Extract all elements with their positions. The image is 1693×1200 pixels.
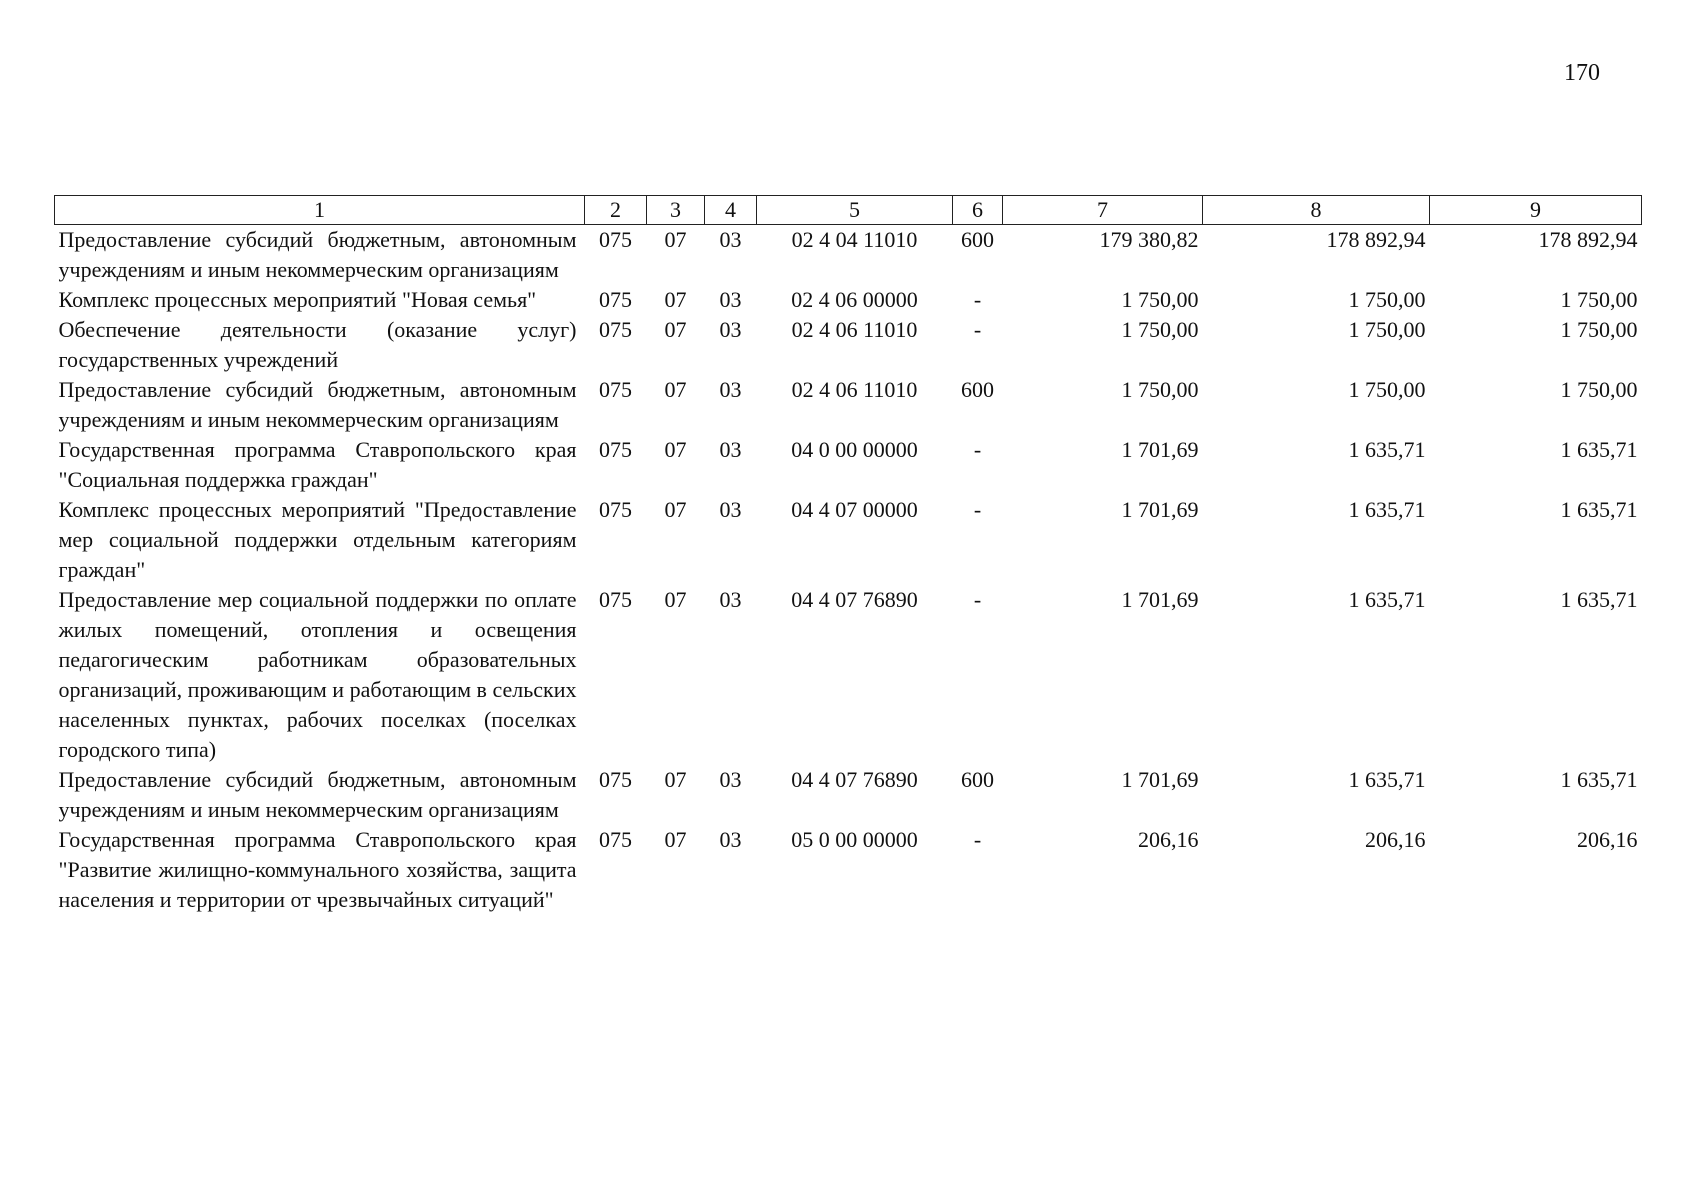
cell-vr: - [973, 497, 982, 522]
cell-name: Комплекс процессных мероприятий "Новая семья" [58, 287, 537, 312]
cell-y3: 1 635,71 [1560, 767, 1638, 792]
cell-y2: 1 750,00 [1348, 317, 1426, 342]
cell-rz: 07 [664, 287, 687, 312]
cell-pr: 03 [719, 587, 742, 612]
cell-y3: 206,16 [1577, 827, 1638, 852]
cell-y3: 1 750,00 [1560, 287, 1638, 312]
cell-vr: 600 [961, 767, 994, 792]
cell-pr: 03 [719, 227, 742, 252]
page-number: 170 [1564, 60, 1600, 86]
table-row [55, 495, 1642, 585]
cell-vr: - [973, 827, 982, 852]
table-row [55, 315, 1642, 375]
cell-y3: 1 635,71 [1560, 587, 1638, 612]
cell-vr: - [973, 317, 982, 342]
cell-y1: 1 701,69 [1121, 587, 1199, 612]
cell-y2: 1 750,00 [1348, 287, 1426, 312]
cell-name: Предоставление субсидий бюджетным, автономным учреждениям и иным некоммерческим организациям [58, 227, 577, 282]
cell-name: Предоставление мер социальной поддержки по оплате жилых помещений, отопления и освещения педагогическим работникам образовательных организаций, проживающим и работающим в сельских населенных пунктах, рабочих поселках (поселках городского типа) [58, 587, 577, 762]
cell-ved: 075 [599, 767, 632, 792]
table-row [55, 825, 1642, 915]
cell-ved: 075 [599, 497, 632, 522]
cell-csr: 02 4 06 11010 [791, 377, 918, 402]
header-row [55, 196, 1642, 225]
cell-vr: 600 [961, 377, 994, 402]
table-header [55, 196, 1642, 225]
column-header-9: 9 [1430, 196, 1642, 225]
cell-y2: 1 635,71 [1348, 767, 1426, 792]
cell-rz: 07 [664, 377, 687, 402]
column-header-7: 7 [1003, 196, 1203, 225]
cell-rz: 07 [664, 317, 687, 342]
cell-rz: 07 [664, 827, 687, 852]
table-row [55, 765, 1642, 825]
column-header-1: 1 [55, 196, 585, 225]
table-row [55, 285, 1642, 315]
cell-y1: 1 750,00 [1121, 317, 1199, 342]
column-header-5: 5 [757, 196, 953, 225]
table-row [55, 435, 1642, 495]
cell-y2: 1 635,71 [1348, 497, 1426, 522]
cell-vr: - [973, 287, 982, 312]
cell-y3: 1 635,71 [1560, 437, 1638, 462]
cell-ved: 075 [599, 287, 632, 312]
cell-name: Предоставление субсидий бюджетным, автономным учреждениям и иным некоммерческим организациям [58, 377, 577, 432]
table-row [55, 585, 1642, 765]
cell-name: Обеспечение деятельности (оказание услуг) государственных учреждений [58, 317, 577, 372]
cell-y3: 178 892,94 [1538, 227, 1638, 252]
cell-y3: 1 750,00 [1560, 377, 1638, 402]
table-row [55, 375, 1642, 435]
cell-csr: 02 4 04 11010 [791, 227, 918, 252]
cell-name: Государственная программа Ставропольского края "Социальная поддержка граждан" [58, 437, 577, 492]
cell-rz: 07 [664, 767, 687, 792]
cell-pr: 03 [719, 497, 742, 522]
cell-pr: 03 [719, 377, 742, 402]
cell-y2: 1 635,71 [1348, 587, 1426, 612]
cell-y1: 1 701,69 [1121, 767, 1199, 792]
cell-y1: 1 750,00 [1121, 287, 1199, 312]
cell-y1: 206,16 [1138, 827, 1199, 852]
cell-rz: 07 [664, 437, 687, 462]
cell-ved: 075 [599, 317, 632, 342]
cell-y2: 206,16 [1365, 827, 1426, 852]
column-header-4: 4 [705, 196, 757, 225]
cell-csr: 04 4 07 76890 [791, 767, 918, 792]
cell-y1: 1 701,69 [1121, 497, 1199, 522]
cell-y1: 1 701,69 [1121, 437, 1199, 462]
cell-name: Государственная программа Ставропольского края "Развитие жилищно-коммунального хозяйства, защита населения и территории от чрезвычайных ситуаций" [58, 827, 577, 912]
column-header-2: 2 [585, 196, 647, 225]
cell-ved: 075 [599, 827, 632, 852]
cell-y3: 1 635,71 [1560, 497, 1638, 522]
cell-y2: 178 892,94 [1326, 227, 1426, 252]
cell-y1: 179 380,82 [1099, 227, 1199, 252]
cell-csr: 04 4 07 00000 [791, 497, 918, 522]
cell-rz: 07 [664, 497, 687, 522]
cell-vr: - [973, 587, 982, 612]
table-row [55, 225, 1642, 286]
cell-ved: 075 [599, 227, 632, 252]
cell-ved: 075 [599, 437, 632, 462]
cell-vr: 600 [961, 227, 994, 252]
budget-table [54, 195, 1642, 915]
cell-csr: 02 4 06 00000 [791, 287, 918, 312]
cell-pr: 03 [719, 317, 742, 342]
cell-name: Предоставление субсидий бюджетным, автономным учреждениям и иным некоммерческим организациям [58, 767, 577, 822]
cell-pr: 03 [719, 287, 742, 312]
column-header-6: 6 [953, 196, 1003, 225]
cell-y2: 1 750,00 [1348, 377, 1426, 402]
cell-ved: 075 [599, 377, 632, 402]
cell-rz: 07 [664, 227, 687, 252]
table-body [55, 225, 1642, 916]
column-header-8: 8 [1203, 196, 1430, 225]
cell-pr: 03 [719, 827, 742, 852]
cell-pr: 03 [719, 767, 742, 792]
cell-pr: 03 [719, 437, 742, 462]
cell-csr: 05 0 00 00000 [791, 827, 918, 852]
cell-y2: 1 635,71 [1348, 437, 1426, 462]
cell-rz: 07 [664, 587, 687, 612]
cell-ved: 075 [599, 587, 632, 612]
cell-csr: 04 0 00 00000 [791, 437, 918, 462]
cell-y3: 1 750,00 [1560, 317, 1638, 342]
cell-y1: 1 750,00 [1121, 377, 1199, 402]
cell-vr: - [973, 437, 982, 462]
cell-csr: 04 4 07 76890 [791, 587, 918, 612]
column-header-3: 3 [647, 196, 705, 225]
cell-name: Комплекс процессных мероприятий "Предоставление мер социальной поддержки отдельным категориям граждан" [58, 497, 577, 582]
cell-csr: 02 4 06 11010 [791, 317, 918, 342]
